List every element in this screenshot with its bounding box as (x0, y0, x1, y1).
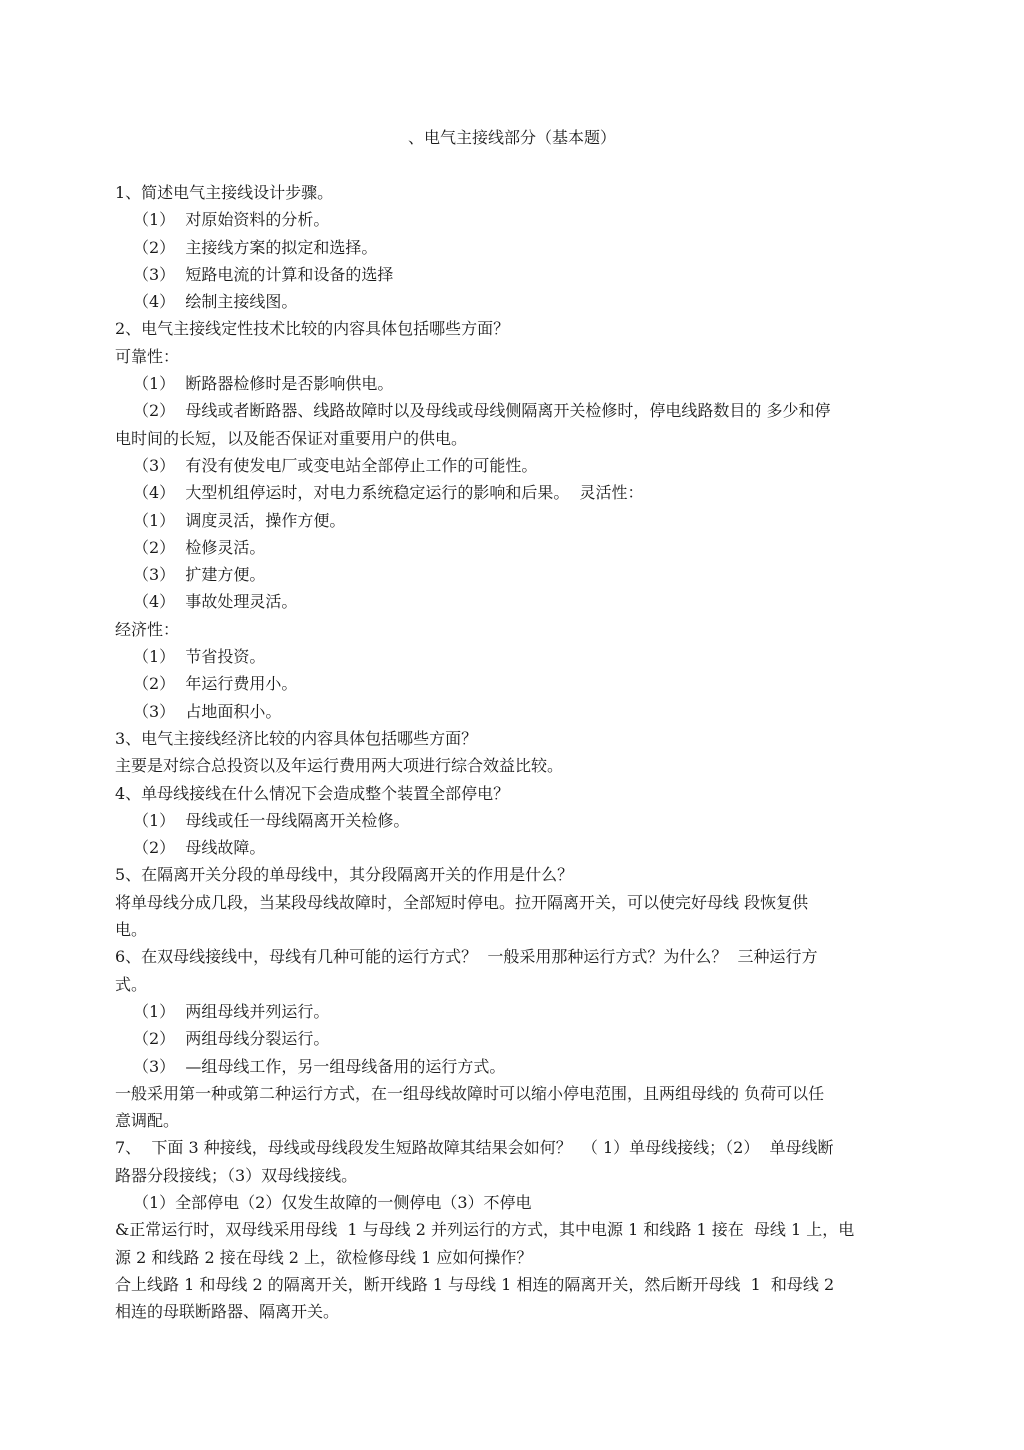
page-title: 、电气主接线部分（基本题） (407, 128, 616, 147)
text-line: （1） 两组母线并列运行。 (133, 1001, 330, 1021)
text-line: &正常运行时，双母线采用母线 1 与母线 2 并列运行的方式，其中电源 1 和线路 1 接在 母线 1 上，电 (115, 1220, 855, 1240)
text-line: （4） 大型机组停运时，对电力系统稳定运行的影响和后果。 灵活性： (133, 483, 644, 503)
text-line: （2） 母线或者断路器、线路故障时以及母线或母线侧隔离开关检修时，停电线路数目的 多少和停 (133, 401, 831, 421)
text-line: 相连的母联断路器、隔离开关。 (115, 1302, 340, 1322)
text-line: 经济性： (115, 619, 180, 639)
text-line: （3） 有没有使发电厂或变电站全部停止工作的可能性。 (133, 455, 538, 475)
text-line: 主要是对综合总投资以及年运行费用两大项进行综合效益比较。 (115, 756, 564, 776)
text-line: （2） 母线故障。 (133, 838, 266, 858)
text-line: （1）全部停电（2）仅发生故障的一侧停电（3）不停电 (133, 1192, 532, 1212)
text-line: （1） 断路器检修时是否影响供电。 (133, 374, 394, 394)
text-line: 意调配。 (115, 1111, 180, 1131)
text-line: 源 2 和线路 2 接在母线 2 上，欲检修母线 1 应如何操作？ (115, 1247, 533, 1267)
text-line: （2） 两组母线分裂运行。 (133, 1029, 330, 1049)
text-line: 6、在双母线接线中，母线有几种可能的运行方式？ 一般采用那种运行方式？为什么？ 三种运行方 (115, 947, 818, 967)
text-line: （4） 事故处理灵活。 (133, 592, 298, 612)
text-line: 7、 下面 3 种接线，母线或母线段发生短路故障其结果会如何？ （ 1）单母线接线；（2） 单母线断 (115, 1138, 834, 1158)
text-line: （1） 母线或任一母线隔离开关检修。 (133, 810, 410, 830)
text-line: 电时间的长短，以及能否保证对重要用户的供电。 (115, 428, 468, 448)
text-line: 式。 (115, 974, 148, 994)
text-line: 路器分段接线；（3）双母线接线。 (115, 1165, 358, 1185)
text-line: （1） 对原始资料的分析。 (133, 210, 330, 230)
text-line: （1） 调度灵活，操作方便。 (133, 510, 346, 530)
text-line: 将单母线分成几段，当某段母线故障时，全部短时停电。拉开隔离开关，可以使完好母线 段恢复供 (115, 892, 809, 912)
text-line: （2） 年运行费用小。 (133, 674, 298, 694)
text-line: 2、电气主接线定性技术比较的内容具体包括哪些方面？ (115, 319, 510, 339)
text-line: 电。 (115, 920, 148, 940)
text-line: 合上线路 1 和母线 2 的隔离开关，断开线路 1 与母线 1 相连的隔离开关，然后断开母线 1 和母线 2 (115, 1274, 835, 1294)
text-line: （4） 绘制主接线图。 (133, 292, 298, 312)
text-line: （3） 短路电流的计算和设备的选择 (133, 264, 394, 284)
text-line: 3、电气主接线经济比较的内容具体包括哪些方面？ (115, 728, 478, 748)
text-line: 5、在隔离开关分段的单母线中，其分段隔离开关的作用是什么？ (115, 865, 574, 885)
text-line: （2） 主接线方案的拟定和选择。 (133, 237, 378, 257)
text-line: 一般采用第一种或第二种运行方式，在一组母线故障时可以缩小停电范围，且两组母线的 负荷可以任 (115, 1083, 825, 1103)
text-line: 可靠性： (115, 346, 180, 366)
text-line: （3） 占地面积小。 (133, 701, 282, 721)
text-line: 1、简述电气主接线设计步骤。 (115, 183, 334, 202)
text-line: （3） 扩建方便。 (133, 565, 266, 585)
text-line: （3） —组母线工作，另一组母线备用的运行方式。 (133, 1056, 506, 1076)
text-line: （2） 检修灵活。 (133, 537, 266, 557)
text-line: 4、单母线接线在什么情况下会造成整个装置全部停电？ (115, 783, 510, 803)
text-line: （1） 节省投资。 (133, 647, 266, 667)
document-body (115, 179, 930, 1325)
